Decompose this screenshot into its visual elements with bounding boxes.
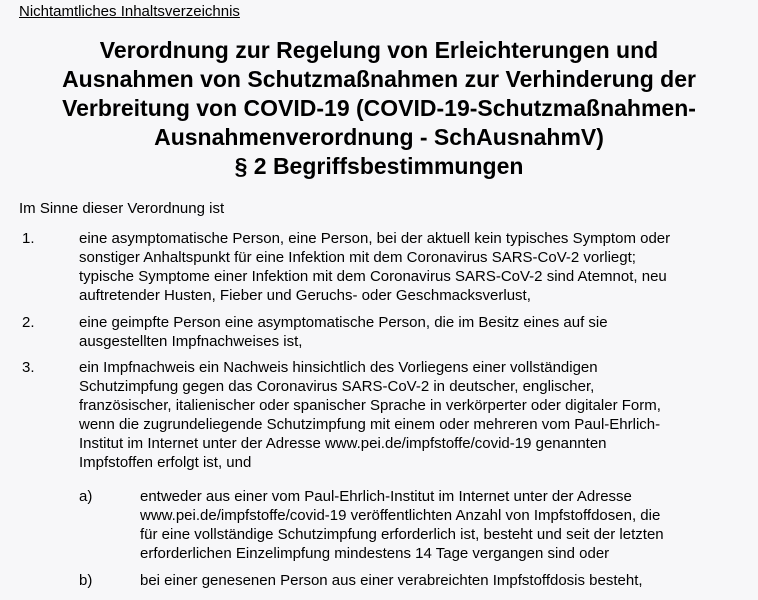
page-title: [0, 36, 758, 181]
intro-text: Im Sinne dieser Verordnung ist: [19, 200, 225, 217]
sub-item-text: [140, 487, 750, 563]
item-text: [79, 229, 749, 305]
text-line: französischer, italienischer oder spanischer Sprache in verkörperter oder digitaler Form,: [79, 397, 661, 414]
section-heading: § 2 Begriffsbestimmungen: [234, 153, 524, 179]
text-line: wenn die zugrundeliegende Schutzimpfung mit einem oder mehreren vom Paul-Ehrlich-: [79, 416, 661, 433]
text-line: ein Impfnachweis ein Nachweis hinsichtlich des Vorliegens einer vollständigen: [79, 359, 598, 376]
text-line: eine geimpfte Person eine asymptomatische Person, die im Besitz eines auf sie: [79, 314, 608, 331]
item-number: 3.: [22, 359, 35, 376]
item-number: 2.: [22, 314, 35, 331]
text-line: typische Symptome einer Infektion mit dem Coronavirus SARS-CoV-2 sind Atemnot, neu: [79, 268, 667, 285]
text-line: www.pei.de/impfstoffe/covid-19 veröffentlichten Anzahl von Impfstoffdosen, die: [140, 507, 661, 524]
sub-item-text: [140, 571, 750, 590]
sub-item-letter: b): [79, 572, 93, 589]
text-line: eine asymptomatische Person, eine Person, bei der aktuell kein typisches Symptom oder: [79, 230, 671, 247]
text-line: entweder aus einer vom Paul-Ehrlich-Institut im Internet unter der Adresse: [140, 488, 632, 505]
sub-item-letter: a): [79, 488, 93, 505]
text-line: Impfstoffen erfolgt ist, und: [79, 454, 252, 471]
text-line: Institut im Internet unter der Adresse www.pei.de/impfstoffe/covid-19 genannten: [79, 435, 607, 452]
title-line: Verordnung zur Regelung von Erleichterungen und: [99, 37, 659, 63]
table-of-contents-link[interactable]: Nichtamtliches Inhaltsverzeichnis: [19, 3, 240, 20]
title-line: Ausnahmenverordnung - SchAusnahmV): [154, 124, 604, 150]
title-line: Ausnahmen von Schutzmaßnahmen zur Verhinderung der: [62, 66, 696, 92]
text-line: sonstiger Anhaltspunkt für eine Infektion mit dem Coronavirus SARS-CoV-2 vorliegt;: [79, 249, 636, 266]
text-line: erforderlichen Einzelimpfung mindestens 14 Tage vergangen sind oder: [140, 545, 610, 562]
item-text: [79, 313, 749, 351]
item-number: 1.: [22, 230, 35, 247]
title-line: Verbreitung von COVID-19 (COVID-19-Schutzmaßnahmen-: [62, 95, 696, 121]
text-line: Schutzimpfung gegen das Coronavirus SARS-CoV-2 in deutscher, englischer,: [79, 378, 595, 395]
text-line: für eine vollständige Schutzimpfung erforderlich ist, besteht und seit der letzten: [140, 526, 664, 543]
text-line: ausgestellten Impfnachweises ist,: [79, 333, 303, 350]
text-line: bei einer genesenen Person aus einer verabreichten Impfstoffdosis besteht,: [140, 572, 643, 589]
text-line: auftretender Husten, Fieber und Geruchs- oder Geschmacksverlust,: [79, 287, 531, 304]
item-text: [79, 358, 749, 472]
